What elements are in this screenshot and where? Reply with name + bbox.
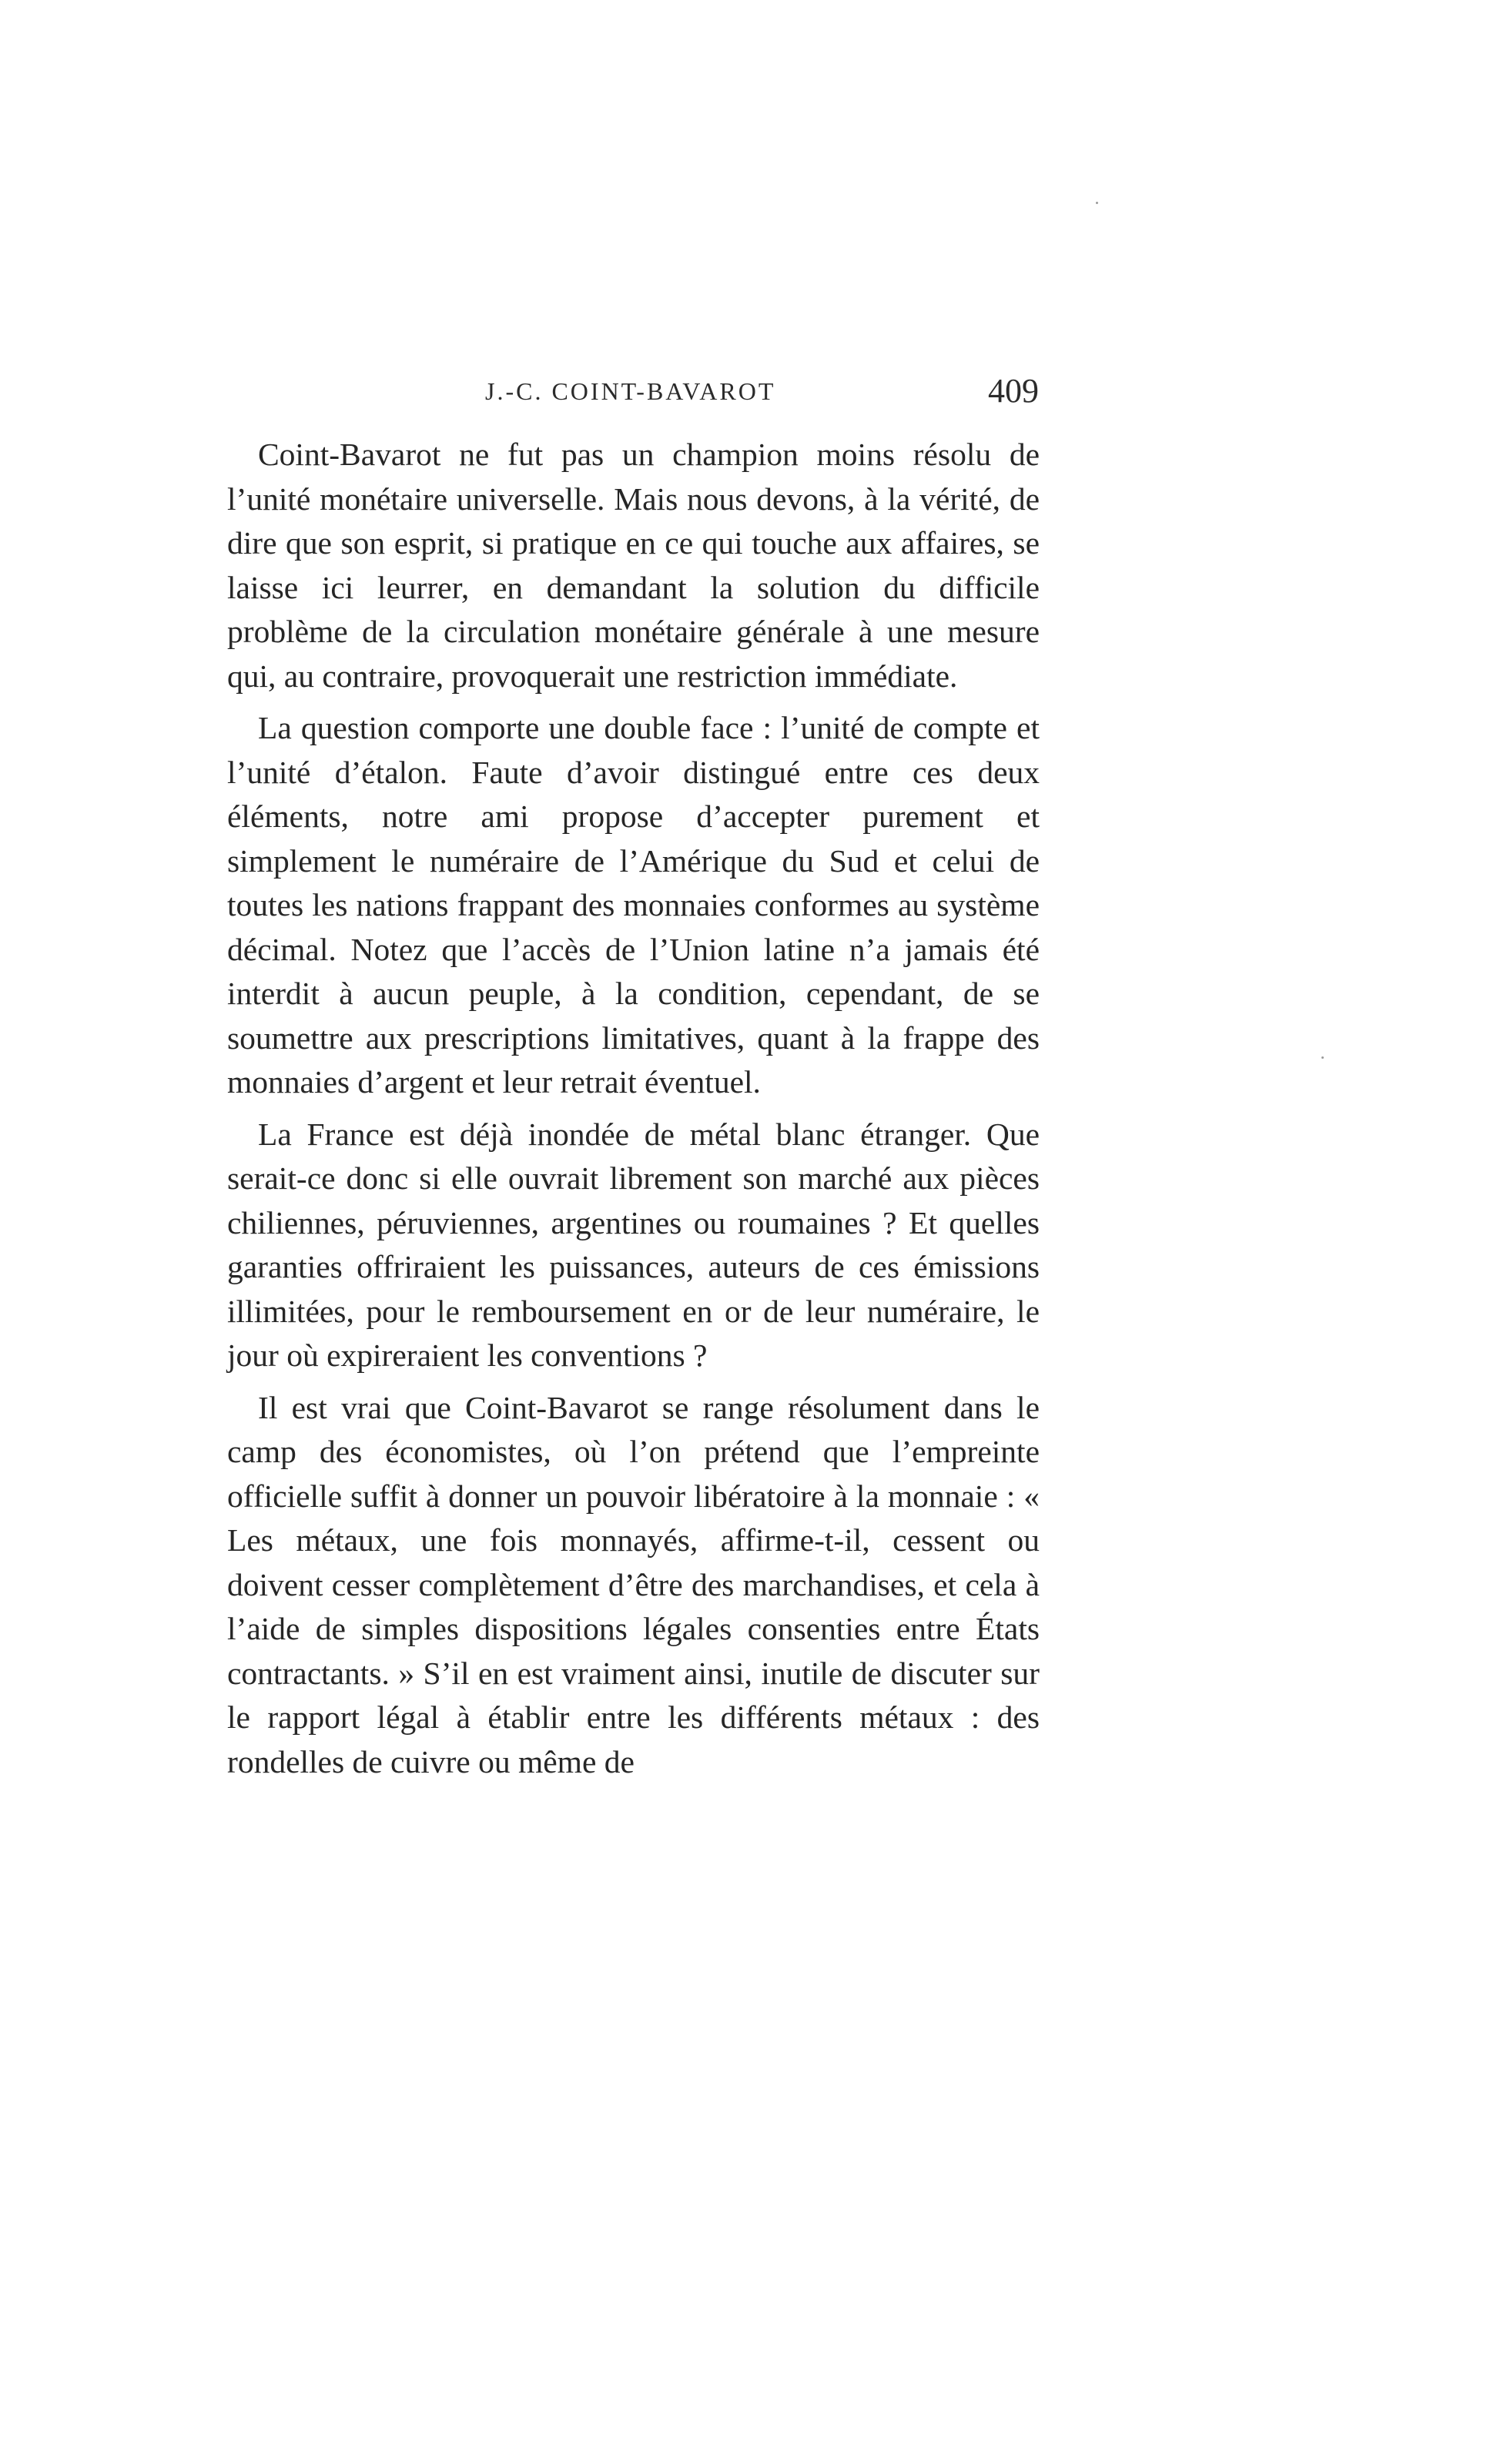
paragraph-2: La question comporte une double face : l’unité de compte et l’unité d’étalon. Faute d’avoir distingué entre ces deux éléments, notre ami propose d’accepter purement et simplement le numéraire de l’Amérique du Sud et celui de toutes les nations frappant des monnaies conformes au système décimal. Notez que l’accès de l’Union latine n’a jamais été interdit à aucun peuple, à la condition, cependant, de se soumettre aux prescriptions limitatives, quant à la frappe des monnaies d’argent et leur retrait éventuel.	[227, 710, 1040, 1100]
paragraph-1: Coint-Bavarot ne fut pas un champion moins résolu de l’unité monétaire universelle. Mais nous devons, à la vérité, de dire que son esprit, si pratique en ce qui touche aux affaires, se laisse ici leurrer, en demandant la solution du difficile problème de la circulation monétaire générale à une mesure qui, au contraire, provoquerait une restriction immédiate.	[227, 437, 1040, 694]
body-text	[227, 433, 1040, 1784]
paper-speck	[1321, 1056, 1324, 1059]
running-title: J.-C. COINT-BAVAROT	[485, 377, 776, 405]
page-number: 409	[988, 372, 1039, 410]
running-head	[0, 368, 1487, 414]
paragraph-4: Il est vrai que Coint-Bavarot se range résolument dans le camp des économistes, où l’on prétend que l’empreinte officielle suffit à donner un pouvoir libératoire à la monnaie : « Les métaux, une fois monnayés, affirme-t-il, cessent ou doivent cesser complètement d’être des marchandises, et cela à l’aide de simples dispositions légales consenties entre États contractants. » S’il en est vraiment ainsi, inutile de discuter sur le rapport légal à établir entre les différents métaux : des rondelles de cuivre ou même de	[227, 1389, 1040, 1779]
paragraph-3: La France est déjà inondée de métal blanc étranger. Que serait-ce donc si elle ouvrait librement son marché aux pièces chiliennes, péruviennes, argentines ou roumaines ? Et quelles garanties offriraient les puissances, auteurs de ces émissions illimitées, pour le remboursement en or de leur numéraire, le jour où expireraient les conventions ?	[227, 1116, 1040, 1373]
paper-speck	[1096, 202, 1098, 204]
